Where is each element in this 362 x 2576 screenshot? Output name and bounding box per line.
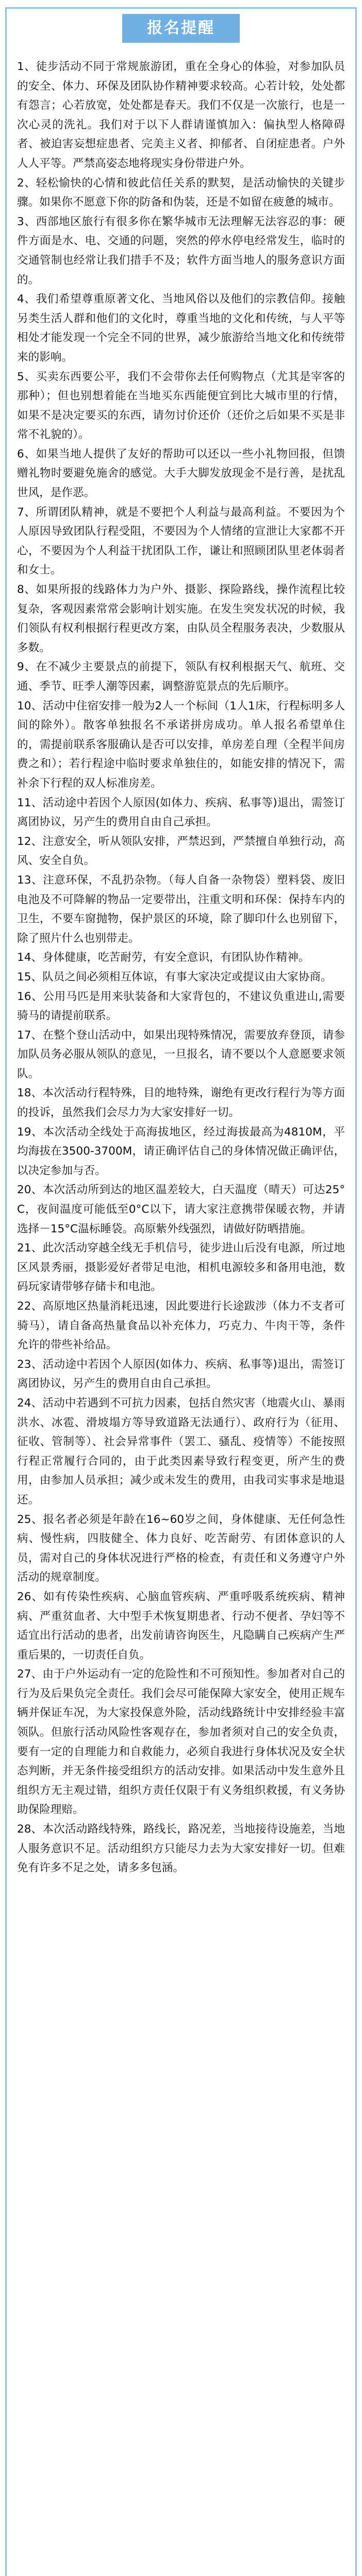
notice-item: 23、活动途中若因个人原因(如体力、疾病、私事等)退出，需签订离团协议，另产生的费用自由自己承担。 — [17, 1358, 345, 1391]
notice-item: 18、本次活动行程特殊，目的地特殊，谢绝有更改行程行为等方面的投诉，虽然我们会尽力为大家安排好一切。 — [17, 1087, 345, 1120]
notice-item: 14、身体健康，吃苦耐劳，有安全意识，有团队协作精神。 — [17, 951, 310, 964]
notice-item: 2、轻松愉快的心情和彼此信任关系的默契，是活动愉快的关键步骤。如果你不愿意下你的防备和伪装，还是不如留在疲惫的城市。 — [17, 176, 345, 209]
notice-item: 12、注意安全，听从领队安排，严禁迟到，严禁擅自单独行动，高风、安全自负。 — [17, 835, 345, 868]
notice-item: 21、此次活动穿越全线无手机信号，徒步进山后没有电源，所过地区风景秀丽，摄影爱好者带足电池，相机电源较多和备用电池，数码玩家请带够存储卡和电池。 — [17, 1242, 345, 1294]
notice-item: 6、如果当地人提供了友好的帮助可以还以一些小礼物回报，但馈赠礼物时要避免施舍的感觉。大手大脚发放现金不是行善，是扰乱世风，是作恶。 — [17, 447, 345, 500]
notice-item: 13、注意环保，不乱扔杂物。（每人自备一杂物袋）塑料袋、废旧电池及不可降解的物品一定要带出，注重文明和环保：保持车内的卫生，不要车窗抛物，保护景区的环境，除了脚印什么也别留下，除了照片什么也别带走。 — [17, 873, 345, 945]
notice-item: 5、买卖东西要公平，我们不会带你去任何购物点（尤其是宰客的那种）；但也别想着能在当地买东西能便宜到比大城市里的行情，如果不是决定要买的东西，请勿讨价还价（还价之后如果不买是非常不礼貌的）。 — [17, 370, 345, 442]
notice-item: 15、队员之间必须相互体谅，有事大家决定或提议由大家协商。 — [17, 970, 332, 984]
notice-item: 22、高原地区热量消耗迅速，因此要进行长途跋涉（体力不支者可骑马），请自备高热量食品以补充体力，巧克力、牛肉干等，条件允许的带些补给品。 — [17, 1300, 345, 1352]
notice-item: 25、报名者必须是年龄在16~60岁之间，身体健康、无任何急性病、慢性病，四肢健全、体力良好、吃苦耐劳、有团体意识的人员，需对自己的身体状况进行严格的检查，有责任和义务遵守户外活动的规章制度。 — [17, 1513, 345, 1584]
notice-item: 20、本次活动所到达的地区温差较大，白天温度（晴天）可达25°C，夜间温度可能低至0°C以下，请大家注意携带保暖衣物，并请选择－15°C温标睡袋。高原紫外线强烈，请做好防晒措施。 — [17, 1183, 345, 1235]
notice-item: 11、活动途中若因个人原因(如体力、疾病、私事等)退出，需签订离团协议，另产生的费用自由自己承担。 — [17, 796, 345, 829]
title-wrap — [17, 14, 345, 43]
notice-item: 19、本次活动全线处于高海拔地区，经过海拔最高为4810M，平均海拔在3500-3700M，请正确评估自己的身体情况做正确评估，以决定参加与否。 — [17, 1125, 345, 1177]
notice-item: 3、西部地区旅行有很多你在繁华城市无法理解无法容忍的事：硬件方面是水、电、交通的问题，突然的停水停电经常发生，临时的交通管制也经常让我们措手不及；软件方面当地人的服务意识方面的。 — [17, 215, 345, 286]
notice-item: 7、所谓团队精神，就是不要把个人利益与最高利益。不要因为个人原因导致团队行程受阻，不要因为个人情绪的宣泄让大家都不开心，不要因为个人利益干扰团队工作，谦让和照顾团队里老体弱者和女士。 — [17, 505, 345, 577]
notice-item: 17、在整个登山活动中，如果出现特殊情况，需要放弃登顶，请参加队员务必服从领队的意见，一旦报名，请不要以个人意愿要求领队。 — [17, 1028, 345, 1080]
notice-frame — [5, 7, 357, 2576]
notice-item: 28、本次活动路线特殊，路线长，路况差，当地接待设施差，当地人服务意识不足。活动组织方只能尽力去为大家安排好一切。但难免有许多不足之处，请多多包涵。 — [17, 1823, 345, 1875]
notice-item: 8、如果所报的线路体力为户外、摄影、探险路线，操作流程比较复杂，客观因素常常会影响计划实施。在发生突发状况的时候，我们领队有权利根据行程更改方案，由队员全程服务表决，少数服从多数。 — [17, 583, 345, 654]
notice-item: 27、由于户外运动有一定的危险性和不可预知性。参加者对自己的行为及后果负完全责任。我们会尽可能保障大家安全，使用正规车辆并保证车况，为大家投保意外险，活动线路统计中安排经验丰富领队。但旅行活动风险性客观存在，参加者须对自己的安全负责，要有一定的自理能力和自救能力，必须自我进行身体状况及安全状态判断，并无条件接受组织方的活动安排。如果活动中发生意外且组织方无主观过错，组织方责任仅限于有义务组织救援，有义务协助保险理赔。 — [17, 1668, 345, 1817]
notice-item: 24、活动中若遇到不可抗力因素，包括自然灾害（地震火山、暴雨洪水、冰雹、滑坡塌方等导致道路无法通行）、政府行为（征用、征收、管制等）、社会异常事件（罢工、骚乱、疫情等）不能按照行程正常履行合同的，由于此类因素导致行程变更，所产生的费用，由参加人员承担；减少或未发生的费用，由我司实事求是地退还。 — [17, 1396, 345, 1506]
notice-item: 10、活动中住宿安排一般为2人一个标间（1人1床，行程标明多人间的除外）。散客单独报名不承诺拼房成功。单人报名希望单住的，需提前联系客服确认是否可以安排，单房差自理（全程半间房费之和）；若行程途中临时要求单独住的，如能安排的情况下，需补余下行程的双人标准房差。 — [17, 699, 345, 790]
page-title: 报名提醒 — [122, 14, 240, 43]
notice-item: 1、徒步活动不同于常规旅游团，重在全身心的体验，对参加队员的安全、体力、环保及团队协作精神要求较高。心若计较，处处都有怨言；心若放宽，处处都是春天。我们不仅是一次旅行，也是一次心灵的洗礼。我们对于以下人群请谨慎加入：偏执型人格障碍者、被迫害妄想症患者、完美主义者、抑郁者、自闭症患者。户外人人平等。严禁高姿态地将现实身份带进户外。 — [17, 60, 345, 170]
notice-item: 9、在不减少主要景点的前提下，领队有权利根据天气、航班、交通、季节、旺季人潮等因素，调整游览景点的先后顺序。 — [17, 660, 345, 693]
notice-item: 26、如有传染性疾病、心脑血管疾病、严重呼吸系统疾病、精神病、严重贫血者、大中型手术恢复期患者、行动不便者、孕妇等不适宜出行活动的患者，出发前请咨询医生，凡隐瞒自己疾病产生严重后果的，一切责任自负。 — [17, 1590, 345, 1662]
notice-item: 4、我们希望尊重原著文化、当地风俗以及他们的宗教信仰。接触另类生活人群和他们的文化时，尊重当地的文化和传统，与人平等相处才能发现一个完全不同的世界，减少旅游给当地文化和传统带来的影响。 — [17, 293, 345, 364]
notice-item: 16、公用马匹是用来驮装备和大家背包的，不建议负重进山,需要骑马的请提前联系。 — [17, 990, 345, 1023]
notice-list — [17, 57, 345, 1878]
